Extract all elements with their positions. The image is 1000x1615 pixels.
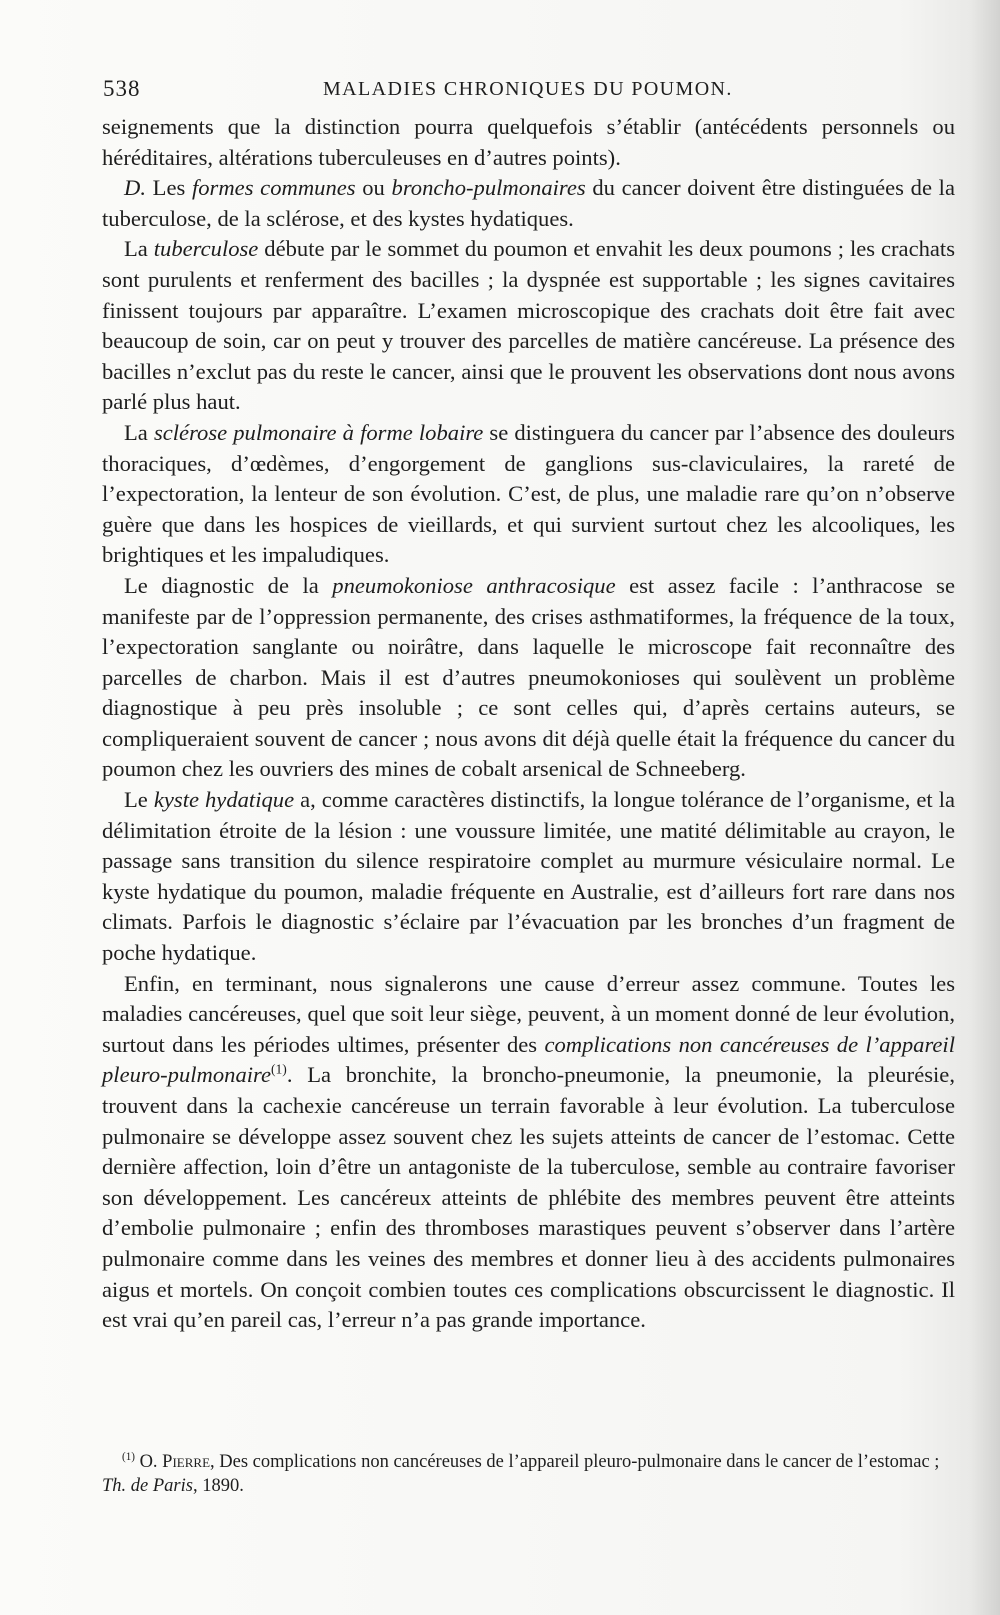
emphasis: pneumokoniose anthracosique	[332, 572, 616, 598]
paragraph-text: débute par le sommet du poumon et envahit les deux poumons ; les crachats sont purulents et renferment des bacilles ; la dyspnée est supportable ; les signes cavitaires finissent toujours par apparaître. L’examen microscopique des crachats doit être fait avec beaucoup de soin, car on peut y trouver des parcelles de matière cancéreuse. La présence des bacilles n’exclut pas du reste le cancer, ainsi que le prouvent les observations dont nous avons parlé plus haut.	[102, 236, 955, 415]
paragraph-text: est assez facile : l’anthracose se manifeste par de l’oppression permanente, des crises asthmatiformes, la fréquence de la toux, l’expectoration sanglante ou noirâtre, dans laquelle le microscope fait reconnaître des parcelles de charbon. Mais il est d’autres pneumokonioses qui soulèvent un problème diagnostique à peu près insoluble ; ce sont celles qui, d’après certains auteurs, se compliqueraient souvent de cancer ; nous avons dit déjà quelle était la fréquence du cancer du poumon chez les ouvriers des mines de cobalt arsenical de Schneeberg.	[102, 572, 955, 782]
emphasis: kyste hydatique	[153, 787, 295, 813]
paragraph-text: Le	[124, 787, 154, 813]
paragraph-kyste-hydatique	[102, 785, 955, 969]
paragraph-tuberculose	[102, 234, 955, 418]
paragraph-text: ou	[355, 175, 392, 201]
section-label: D.	[124, 175, 146, 201]
footnote-reference[interactable]: (1)	[271, 1061, 287, 1077]
paragraph-text: La	[124, 419, 154, 445]
emphasis: broncho-pulmonaires	[391, 175, 586, 201]
paragraph-text: Le diagnostic de la	[124, 572, 333, 598]
footnotes	[102, 1450, 955, 1498]
paragraph-complications	[102, 969, 955, 1336]
running-title: MALADIES CHRONIQUES DU POUMON.	[323, 78, 733, 100]
paragraph-text: seignements que la distinction pourra quelquefois s’établir (antécédents personnels ou héréditaires, altérations tuberculeuses en d’autres points).	[102, 114, 955, 170]
running-head	[103, 76, 930, 106]
paragraph-text: La	[124, 236, 154, 262]
paragraph-continuation	[102, 112, 955, 173]
emphasis: tuberculose	[153, 236, 259, 262]
body-text	[102, 112, 955, 1336]
paragraph-text: . La bronchite, la broncho-pneumonie, la pneumonie, la pleurésie, trouvent dans la cachexie cancéreuse un terrain favorable à leur évolution. La tuberculose pulmonaire se développe assez souvent chez les sujets atteints de cancer de l’estomac. Cette dernière affection, loin d’être un antagoniste de la tuberculose, semble au contraire favoriser son développement. Les cancéreux atteints de phlébite des membres peuvent être atteints d’embolie pulmonaire ; enfin des thromboses marastiques peuvent s’observer dans l’artère pulmonaire comme dans les veines des membres et donner lieu à des accidents pulmonaires aigus et mortels. On conçoit combien toutes ces complications obscurcissent le diagnostic. Il est vrai qu’en pareil cas, l’erreur n’a pas grande importance.	[102, 1062, 955, 1333]
paragraph-pneumokoniose	[102, 571, 955, 785]
emphasis: complications non cancéreuses de l’appareil pleuro-pulmonaire	[102, 1031, 955, 1088]
footnote-marker: (1)	[122, 1450, 135, 1463]
paragraph-text: a, comme caractères distinctifs, la longue tolérance de l’organisme, et la délimitation étroite de la lésion : une voussure limitée, une matité délimitable au crayon, le passage sans transition du silence respiratoire complet au murmure vésiculaire normal. Le kyste hydatique du poumon, maladie fréquente en Australie, est d’ailleurs fort rare dans nos climats. Parfois le diagnostic s’éclaire par l’évacuation par les bronches d’un fragment de poche hydatique.	[102, 787, 955, 966]
paragraph-forms-communes	[102, 173, 955, 234]
footnote-text: , Des complications non cancéreuses de l’appareil pleuro-pulmonaire dans le cancer de l’estomac ;	[210, 1452, 940, 1472]
emphasis: sclérose pulmonaire à forme lobaire	[153, 419, 484, 445]
footnote-author: O. Pierre	[134, 1452, 211, 1472]
footnote-text: , 1890.	[192, 1476, 244, 1496]
footnote	[102, 1450, 955, 1498]
emphasis: formes communes	[191, 175, 356, 201]
paragraph-sclerose	[102, 418, 955, 571]
paragraph-text: Les	[145, 175, 192, 201]
paragraph-text: Enfin, en terminant, nous signalerons une cause d’erreur assez commune. Toutes les maladies cancéreuses, quel que soit leur siège, peuvent, à un moment donné de leur évolution, surtout dans les périodes ultimes, présenter des	[102, 970, 955, 1057]
footnote-emphasis: Th. de Paris	[102, 1476, 193, 1496]
paragraph-text: se distinguera du cancer par l’absence des douleurs thoraciques, d’œdèmes, d’engorgement de ganglions sus-claviculaires, la rareté de l’expectoration, la lenteur de son évolution. C’est, de plus, une maladie rare qu’on n’observe guère que dans les hospices de vieillards, et qui survient surtout chez les alcooliques, les brightiques et les impaludiques.	[102, 419, 955, 568]
paragraph-text: du cancer doivent être distinguées de la tuberculose, de la sclérose, et des kystes hydatiques.	[102, 175, 955, 231]
page-number: 538	[103, 76, 141, 101]
